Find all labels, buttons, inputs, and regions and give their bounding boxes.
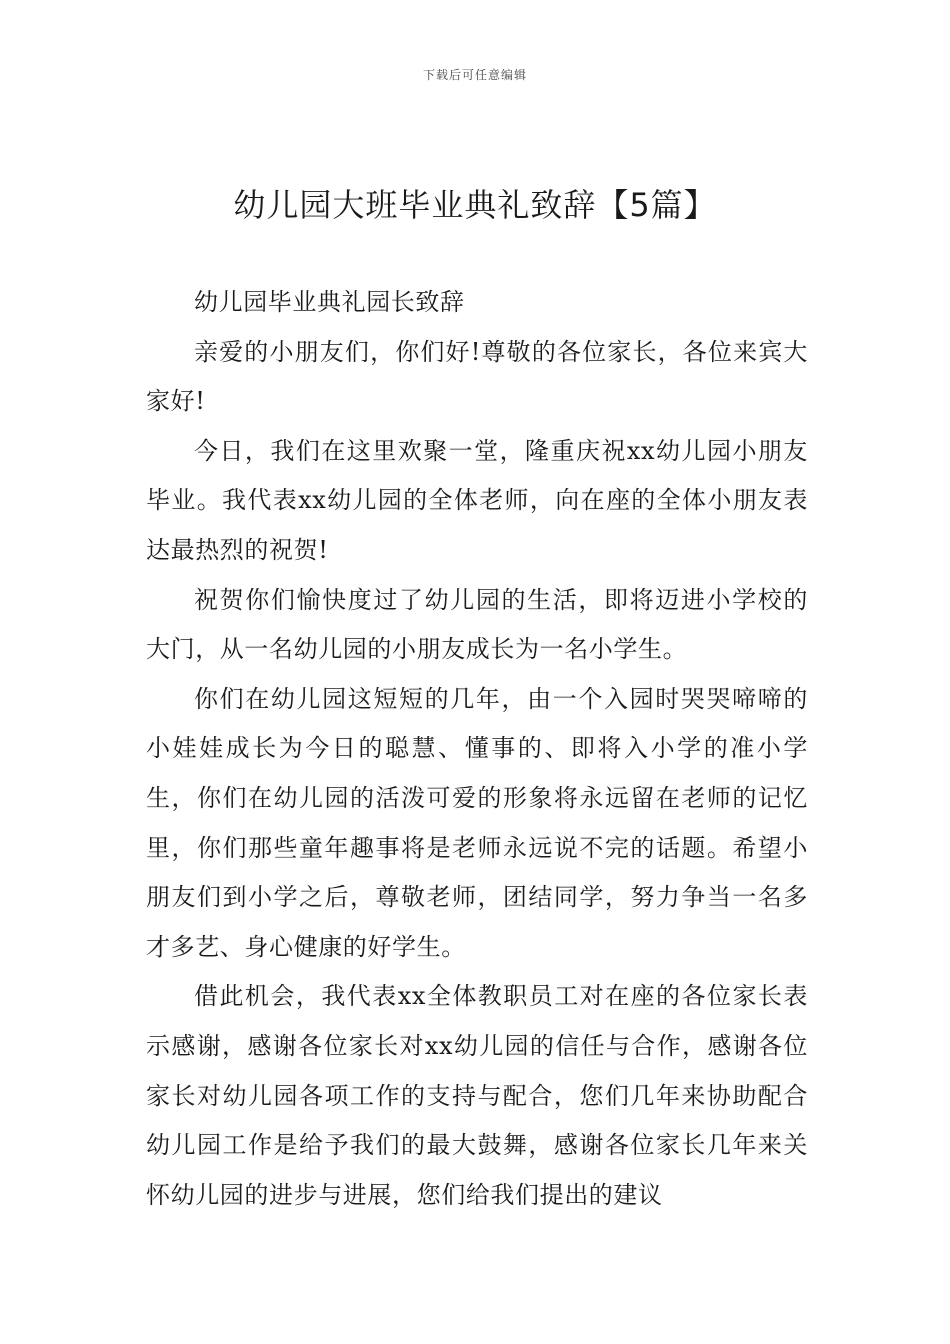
- section-heading: 幼儿园毕业典礼园长致辞: [194, 288, 465, 316]
- paragraph: 祝贺你们愉快度过了幼儿园的生活，即将迈进小学校的大门，从一名幼儿园的小朋友成长为一名小学生。: [146, 585, 808, 664]
- paragraph: 今日，我们在这里欢聚一堂，隆重庆祝xx幼儿园小朋友毕业。我代表xx幼儿园的全体老师，向在座的全体小朋友表达最热烈的祝贺!: [146, 436, 808, 564]
- paragraph: 借此机会，我代表xx全体教职员工对在座的各位家长表示感谢，感谢各位家长对xx幼儿园的信任与合作，感谢各位家长对幼儿园各项工作的支持与配合，您们几年来协助配合幼儿园工作是给予我们的最大鼓舞，感谢各位家长几年来关怀幼儿园的进步与进展，您们给我们提出的建议: [146, 982, 808, 1209]
- page-header: 下载后可任意编辑: [422, 68, 527, 82]
- document-title: 幼儿园大班毕业典礼致辞【5篇】: [233, 186, 717, 224]
- document-body: [146, 278, 808, 1220]
- paragraph: 亲爱的小朋友们，你们好!尊敬的各位家长，各位来宾大家好!: [146, 337, 808, 416]
- paragraph: 你们在幼儿园这短短的几年，由一个入园时哭哭啼啼的小娃娃成长为今日的聪慧、懂事的、即将入小学的准小学生，你们在幼儿园的活泼可爱的形象将永远留在老师的记忆里，你们那些童年趣事将是老师永远说不完的话题。希望小朋友们到小学之后，尊敬老师，团结同学，努力争当一名多才多艺、身心健康的好学生。: [146, 684, 808, 961]
